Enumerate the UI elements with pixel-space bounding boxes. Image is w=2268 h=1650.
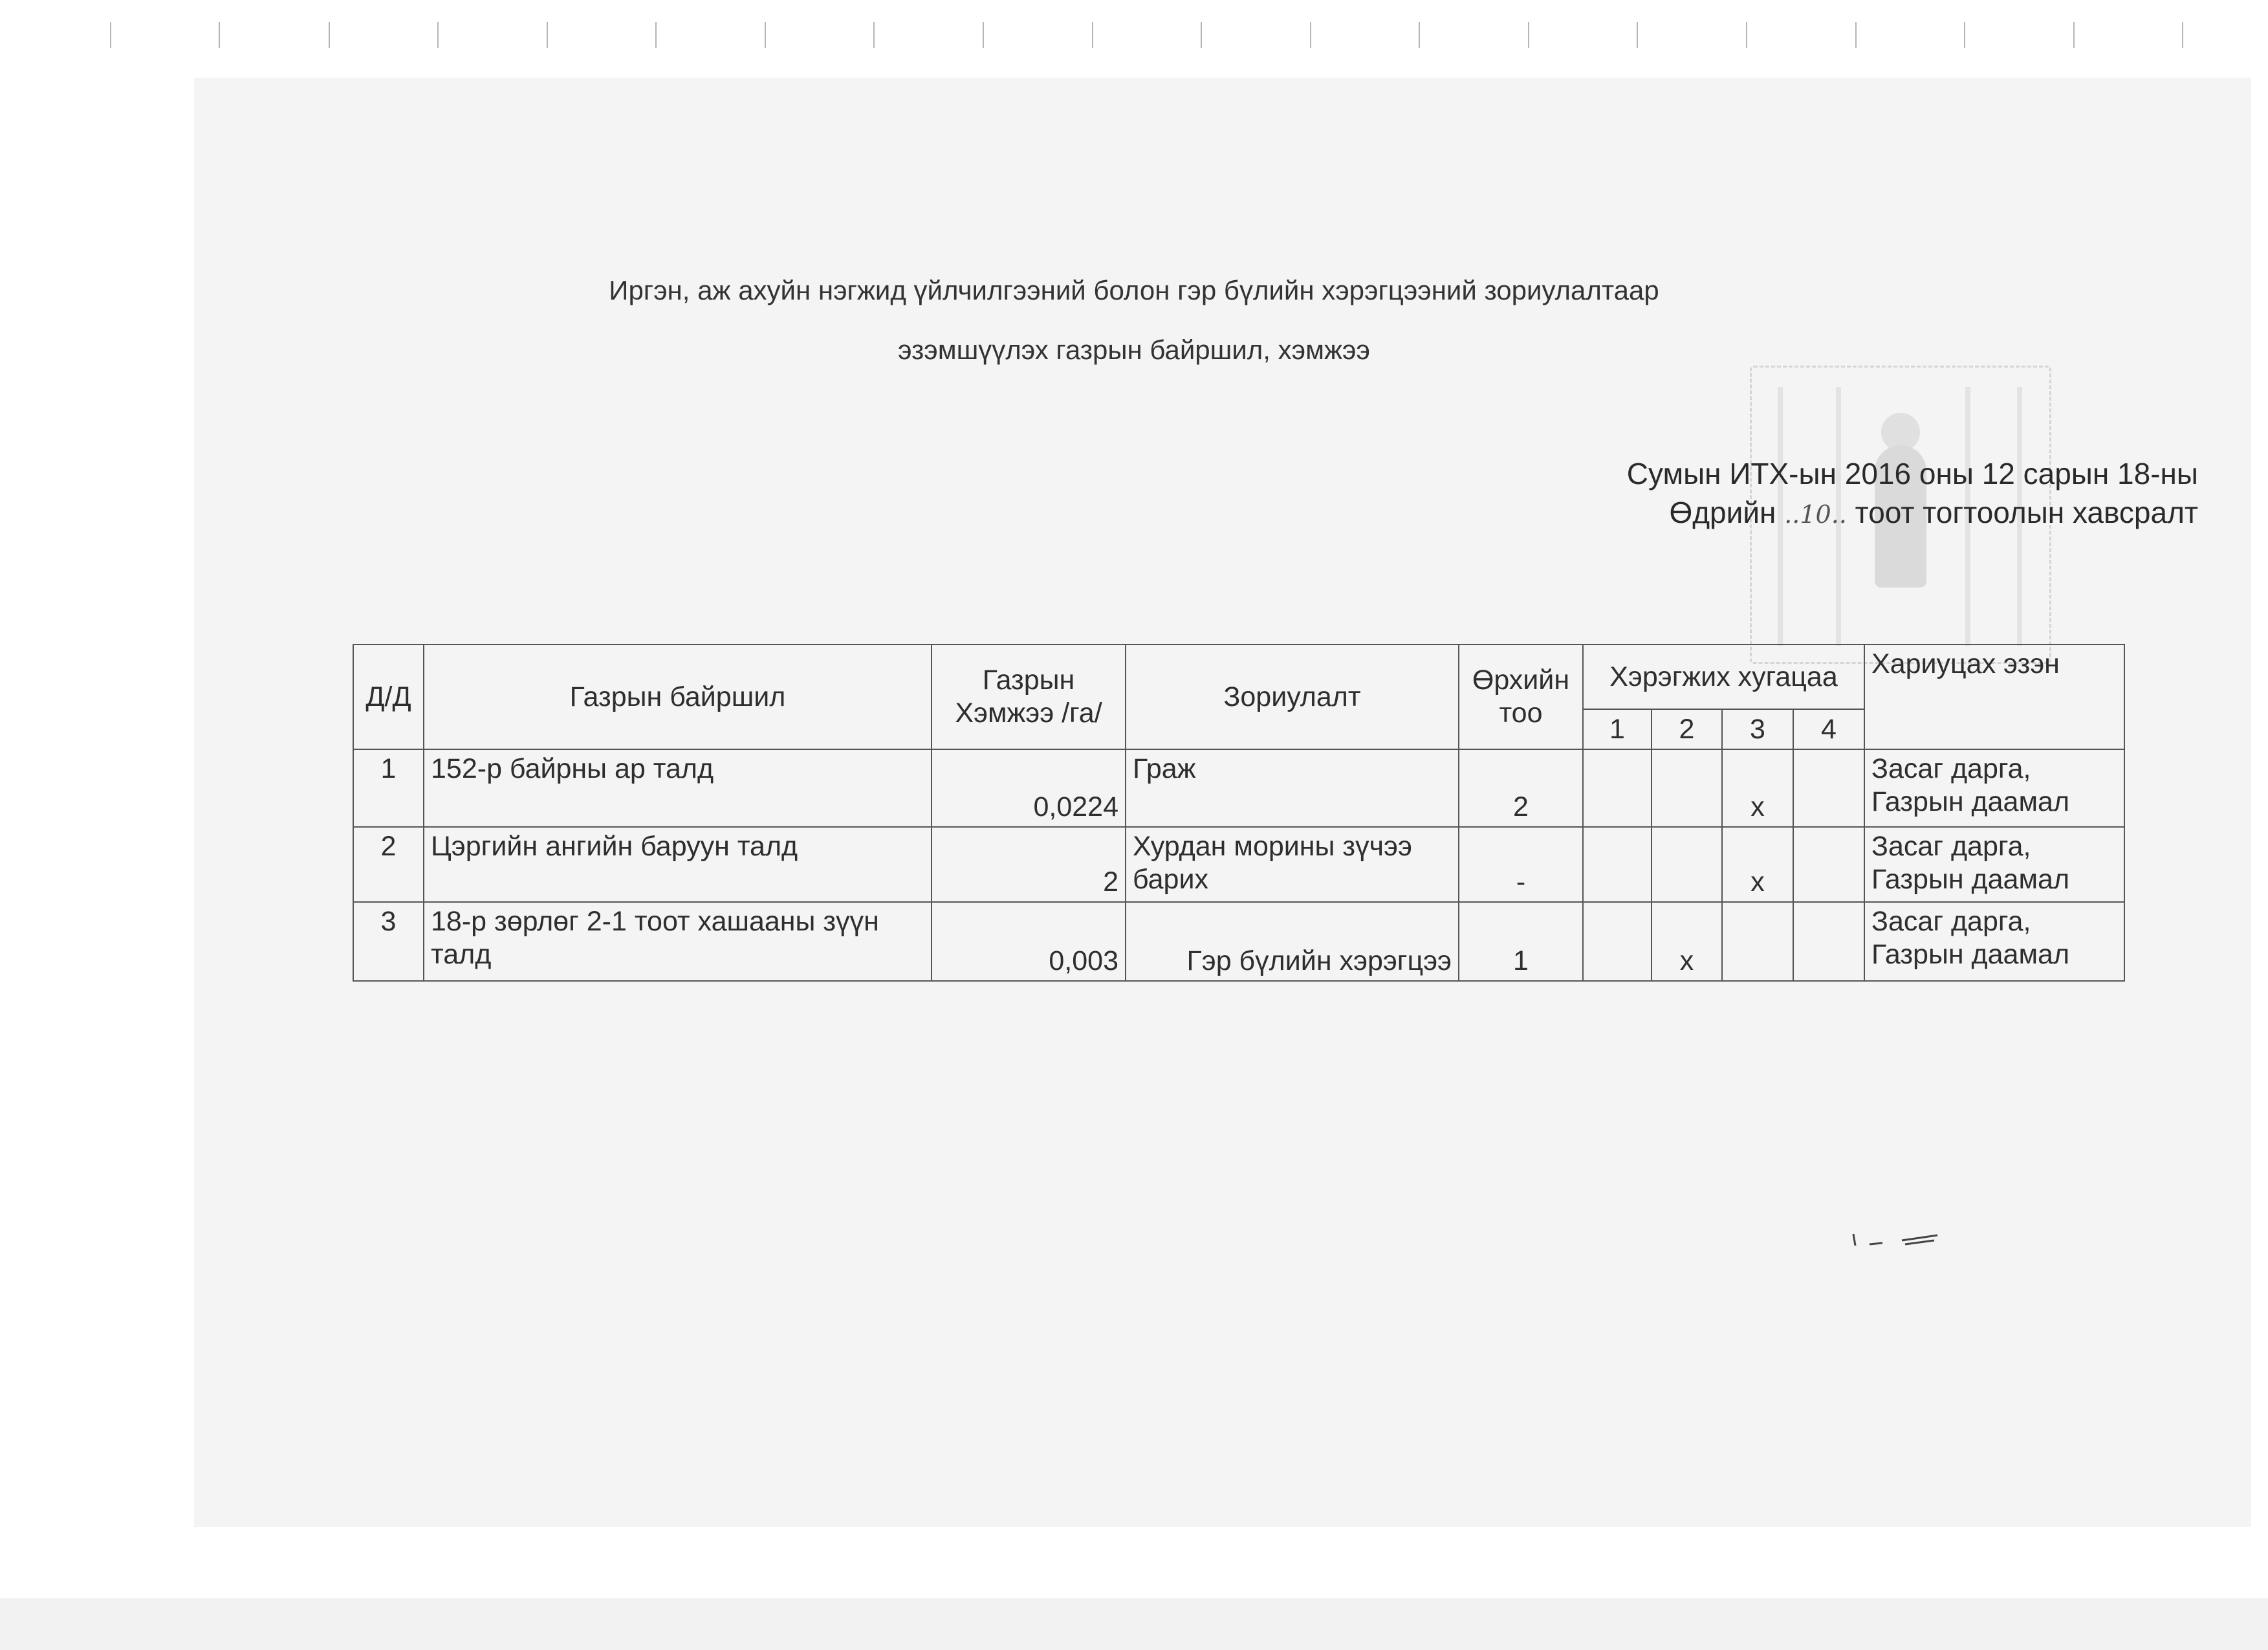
document-title-line-2: эзэмшүүлэх газрын байршил, хэмжээ: [898, 335, 1370, 365]
row-responsible: Засаг дарга, Газрын даамал: [1864, 827, 2124, 902]
row-no: 3: [353, 902, 424, 981]
row-term-4: [1793, 902, 1864, 981]
row-no: 1: [353, 749, 424, 827]
row-term-2: [1652, 749, 1722, 827]
annex-line-2: [1669, 495, 2198, 530]
annex-line-1: Сумын ИТХ-ын 2016 оны 12 сарын 18-ны: [1626, 457, 2198, 490]
row-location: Цэргийн ангийн баруун талд: [424, 827, 932, 902]
row-households: 1: [1459, 902, 1583, 981]
header-responsible: Хариуцах эзэн: [1864, 644, 2124, 749]
row-term-1: [1583, 827, 1652, 902]
row-responsible: Засаг дарга, Газрын даамал: [1864, 749, 2124, 827]
row-households: -: [1459, 827, 1583, 902]
row-location: 18-р зөрлөг 2-1 тоот хашааны зүүн талд: [424, 902, 932, 981]
header-term-3: 3: [1722, 709, 1793, 749]
row-area: 0,0224: [932, 749, 1126, 827]
header-term-4: 4: [1793, 709, 1864, 749]
row-term-3: [1722, 902, 1793, 981]
pen-mark: [1850, 1226, 1941, 1259]
table-row: [353, 902, 2124, 981]
row-term-1: [1583, 902, 1652, 981]
scan-bottom-band: [0, 1598, 2268, 1650]
row-area: 0,003: [932, 902, 1126, 981]
annex-day-label: Өдрийн: [1669, 496, 1776, 529]
table-row: [353, 749, 2124, 827]
row-area: 2: [932, 827, 1126, 902]
header-households: Өрхийн тоо: [1459, 644, 1583, 749]
row-no: 2: [353, 827, 424, 902]
header-term-1: 1: [1583, 709, 1652, 749]
header-no: Д/Д: [353, 644, 424, 749]
row-term-3: x: [1722, 827, 1793, 902]
header-location: Газрын байршил: [424, 644, 932, 749]
row-term-3: x: [1722, 749, 1793, 827]
table-row: [353, 827, 2124, 902]
row-term-4: [1793, 749, 1864, 827]
land-allocation-table: [353, 644, 2125, 982]
handwritten-resolution-number: ..10..: [1784, 500, 1847, 529]
row-households: 2: [1459, 749, 1583, 827]
row-responsible: Засаг дарга, Газрын даамал: [1864, 902, 2124, 981]
row-purpose: Гэр бүлийн хэрэгцээ: [1126, 902, 1459, 981]
row-location: 152-р байрны ар талд: [424, 749, 932, 827]
row-term-1: [1583, 749, 1652, 827]
header-area: Газрын Хэмжээ /га/: [932, 644, 1126, 749]
document-title-line-1: Иргэн, аж ахуйн нэгжид үйлчилгээний болон гэр бүлийн хэрэгцээний зориулалтаар: [609, 275, 1659, 305]
row-purpose: Граж: [1126, 749, 1459, 827]
row-purpose: Хурдан морины зүчээ барих: [1126, 827, 1459, 902]
row-term-2: x: [1652, 902, 1722, 981]
row-term-4: [1793, 827, 1864, 902]
header-term-2: 2: [1652, 709, 1722, 749]
annex-resolution-label: тоот тогтоолын хавсралт: [1855, 496, 2198, 529]
pen-stroke-icon: [1850, 1226, 1941, 1252]
header-term: Хэрэгжих хугацаа: [1583, 644, 1864, 709]
header-purpose: Зориулалт: [1126, 644, 1459, 749]
row-term-2: [1652, 827, 1722, 902]
